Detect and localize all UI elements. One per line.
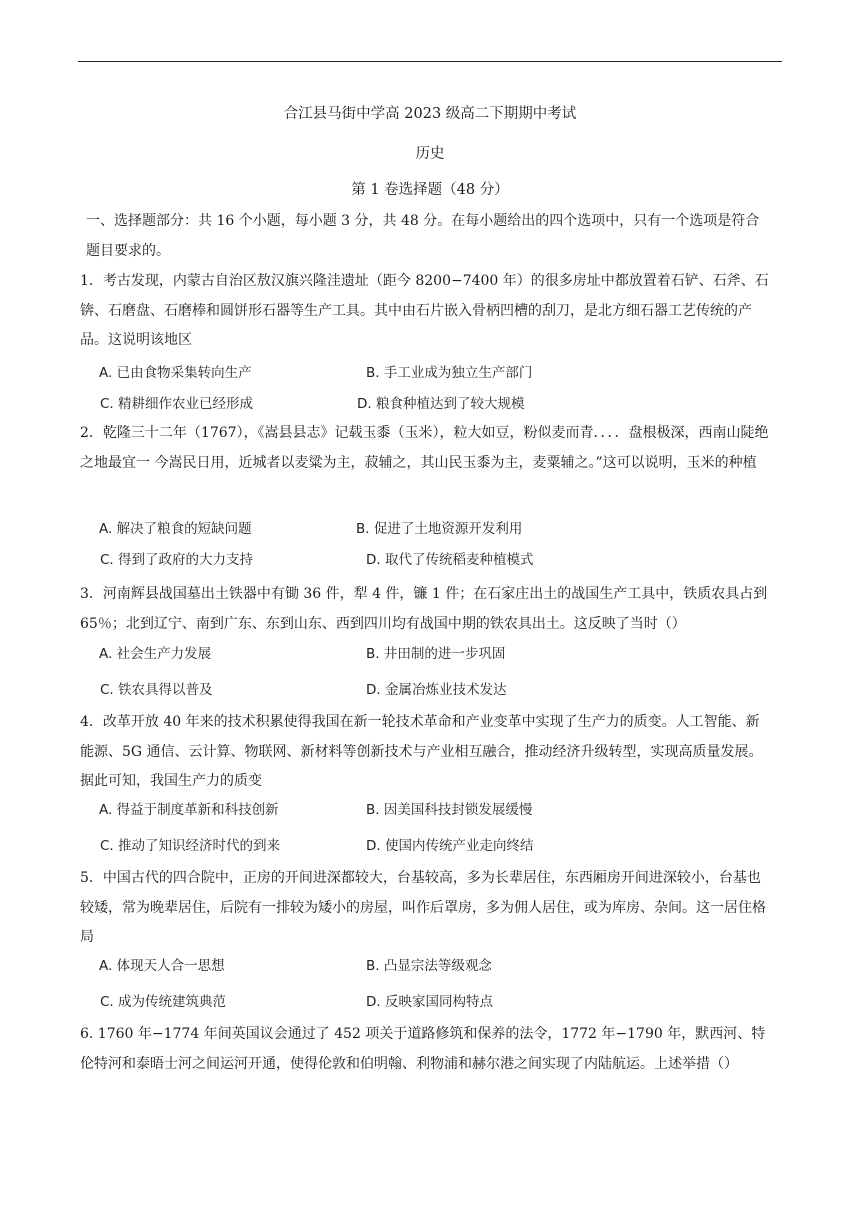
q5-option-a[interactable]: A. 体现天人合一思想 xyxy=(99,958,225,974)
q3-option-b[interactable]: B. 井田制的进一步巩固 xyxy=(366,646,506,662)
q1-option-b[interactable]: B. 手工业成为独立生产部门 xyxy=(366,365,533,381)
q4-option-c[interactable]: C. 推动了知识经济时代的到来 xyxy=(100,838,281,854)
header-rule xyxy=(78,61,782,62)
subject-title: 历史 xyxy=(415,146,445,162)
q3-option-a[interactable]: A. 社会生产力发展 xyxy=(99,646,212,662)
q5-option-b[interactable]: B. 凸显宗法等级观念 xyxy=(366,958,492,974)
q2-option-d[interactable]: D. 取代了传统稻麦种植模式 xyxy=(366,552,534,568)
q2-option-c[interactable]: C. 得到了政府的大力支持 xyxy=(100,552,254,568)
question-2-stem: 2．乾隆三十二年（1767），《嵩县县志》记载玉黍（玉米），粒大如豆，粉似麦而青．．．．盘根极深，西南山陡绝之地最宜一 今嵩民日用，近城者以麦粱为主，菽辅之，其山民玉黍为主，麦粟辅之。”这可以说明，玉米的种植 xyxy=(80,425,769,471)
exam-title: 合江县马街中学高 2023 级高二下期期中考试 xyxy=(283,106,577,122)
instructions: 一、选择题部分：共 16 个小题，每小题 3 分，共 48 分。在每小题给出的四个选项中，只有一个选项是符合题目要求的。 xyxy=(86,213,760,259)
question-6-stem: 6. 1760 年−1774 年间英国议会通过了 452 项关于道路修筑和保养的法令，1772 年−1790 年，默西河、特伦特河和泰晤士河之间运河开通，使得伦敦和伯明翰、利物浦和赫尔港之间实现了内陆航运。上述举措（） xyxy=(80,1026,766,1072)
q5-option-c[interactable]: C. 成为传统建筑典范 xyxy=(100,994,227,1010)
q2-option-b[interactable]: B. 促进了土地资源开发利用 xyxy=(356,521,523,537)
question-5-stem: 5．中国古代的四合院中，正房的开间进深都较大，台基较高，多为长辈居住，东西厢房开间进深较小，台基也较矮，常为晚辈居住，后院有一排较为矮小的房屋，叫作后罩房，多为佣人居住，或为库房、杂间。这一居住格局 xyxy=(80,870,766,945)
q1-option-c[interactable]: C. 精耕细作农业已经形成 xyxy=(100,396,254,412)
q5-option-d[interactable]: D. 反映家国同构特点 xyxy=(366,994,493,1010)
q4-option-b[interactable]: B. 因美国科技封锁发展缓慢 xyxy=(366,802,533,818)
section-title: 第 1 卷选择题（48 分） xyxy=(351,182,509,198)
question-3-stem: 3．河南辉县战国墓出土铁器中有锄 36 件，犁 4 件，镰 1 件；在石家庄出土的战国生产工具中，铁质农具占到 65％；北到辽宁、南到广东、东到山东、西到四川均有战国中期的铁农具出土。这反映了当时（） xyxy=(80,586,768,632)
question-1-stem: 1．考古发现，内蒙古自治区敖汉旗兴隆洼遗址（距今 8200−7400 年）的很多房址中都放置着石铲、石斧、石锛、石磨盘、石磨棒和圆饼形石器等生产工具。其中由石片嵌入骨柄凹槽的刮刀，是北方细石器工艺传统的产品。这说明该地区 xyxy=(80,273,769,348)
q4-option-d[interactable]: D. 使国内传统产业走向终结 xyxy=(366,838,534,854)
q2-option-a[interactable]: A. 解决了粮食的短缺问题 xyxy=(99,521,252,537)
q3-option-c[interactable]: C. 铁农具得以普及 xyxy=(100,682,213,698)
q4-option-a[interactable]: A. 得益于制度革新和科技创新 xyxy=(99,802,279,818)
question-4-stem: 4．改革开放 40 年来的技术积累使得我国在新一轮技术革命和产业变革中实现了生产力的质变。人工智能、新能源、5G 通信、云计算、物联网、新材料等创新技术与产业相互融合，推动经济升级转型，实现高质量发展。据此可知，我国生产力的质变 xyxy=(80,714,763,789)
q1-option-a[interactable]: A. 已由食物采集转向生产 xyxy=(99,365,252,381)
q1-option-d[interactable]: D. 粮食种植达到了较大规模 xyxy=(357,396,525,412)
q3-option-d[interactable]: D. 金属冶炼业技术发达 xyxy=(366,682,507,698)
